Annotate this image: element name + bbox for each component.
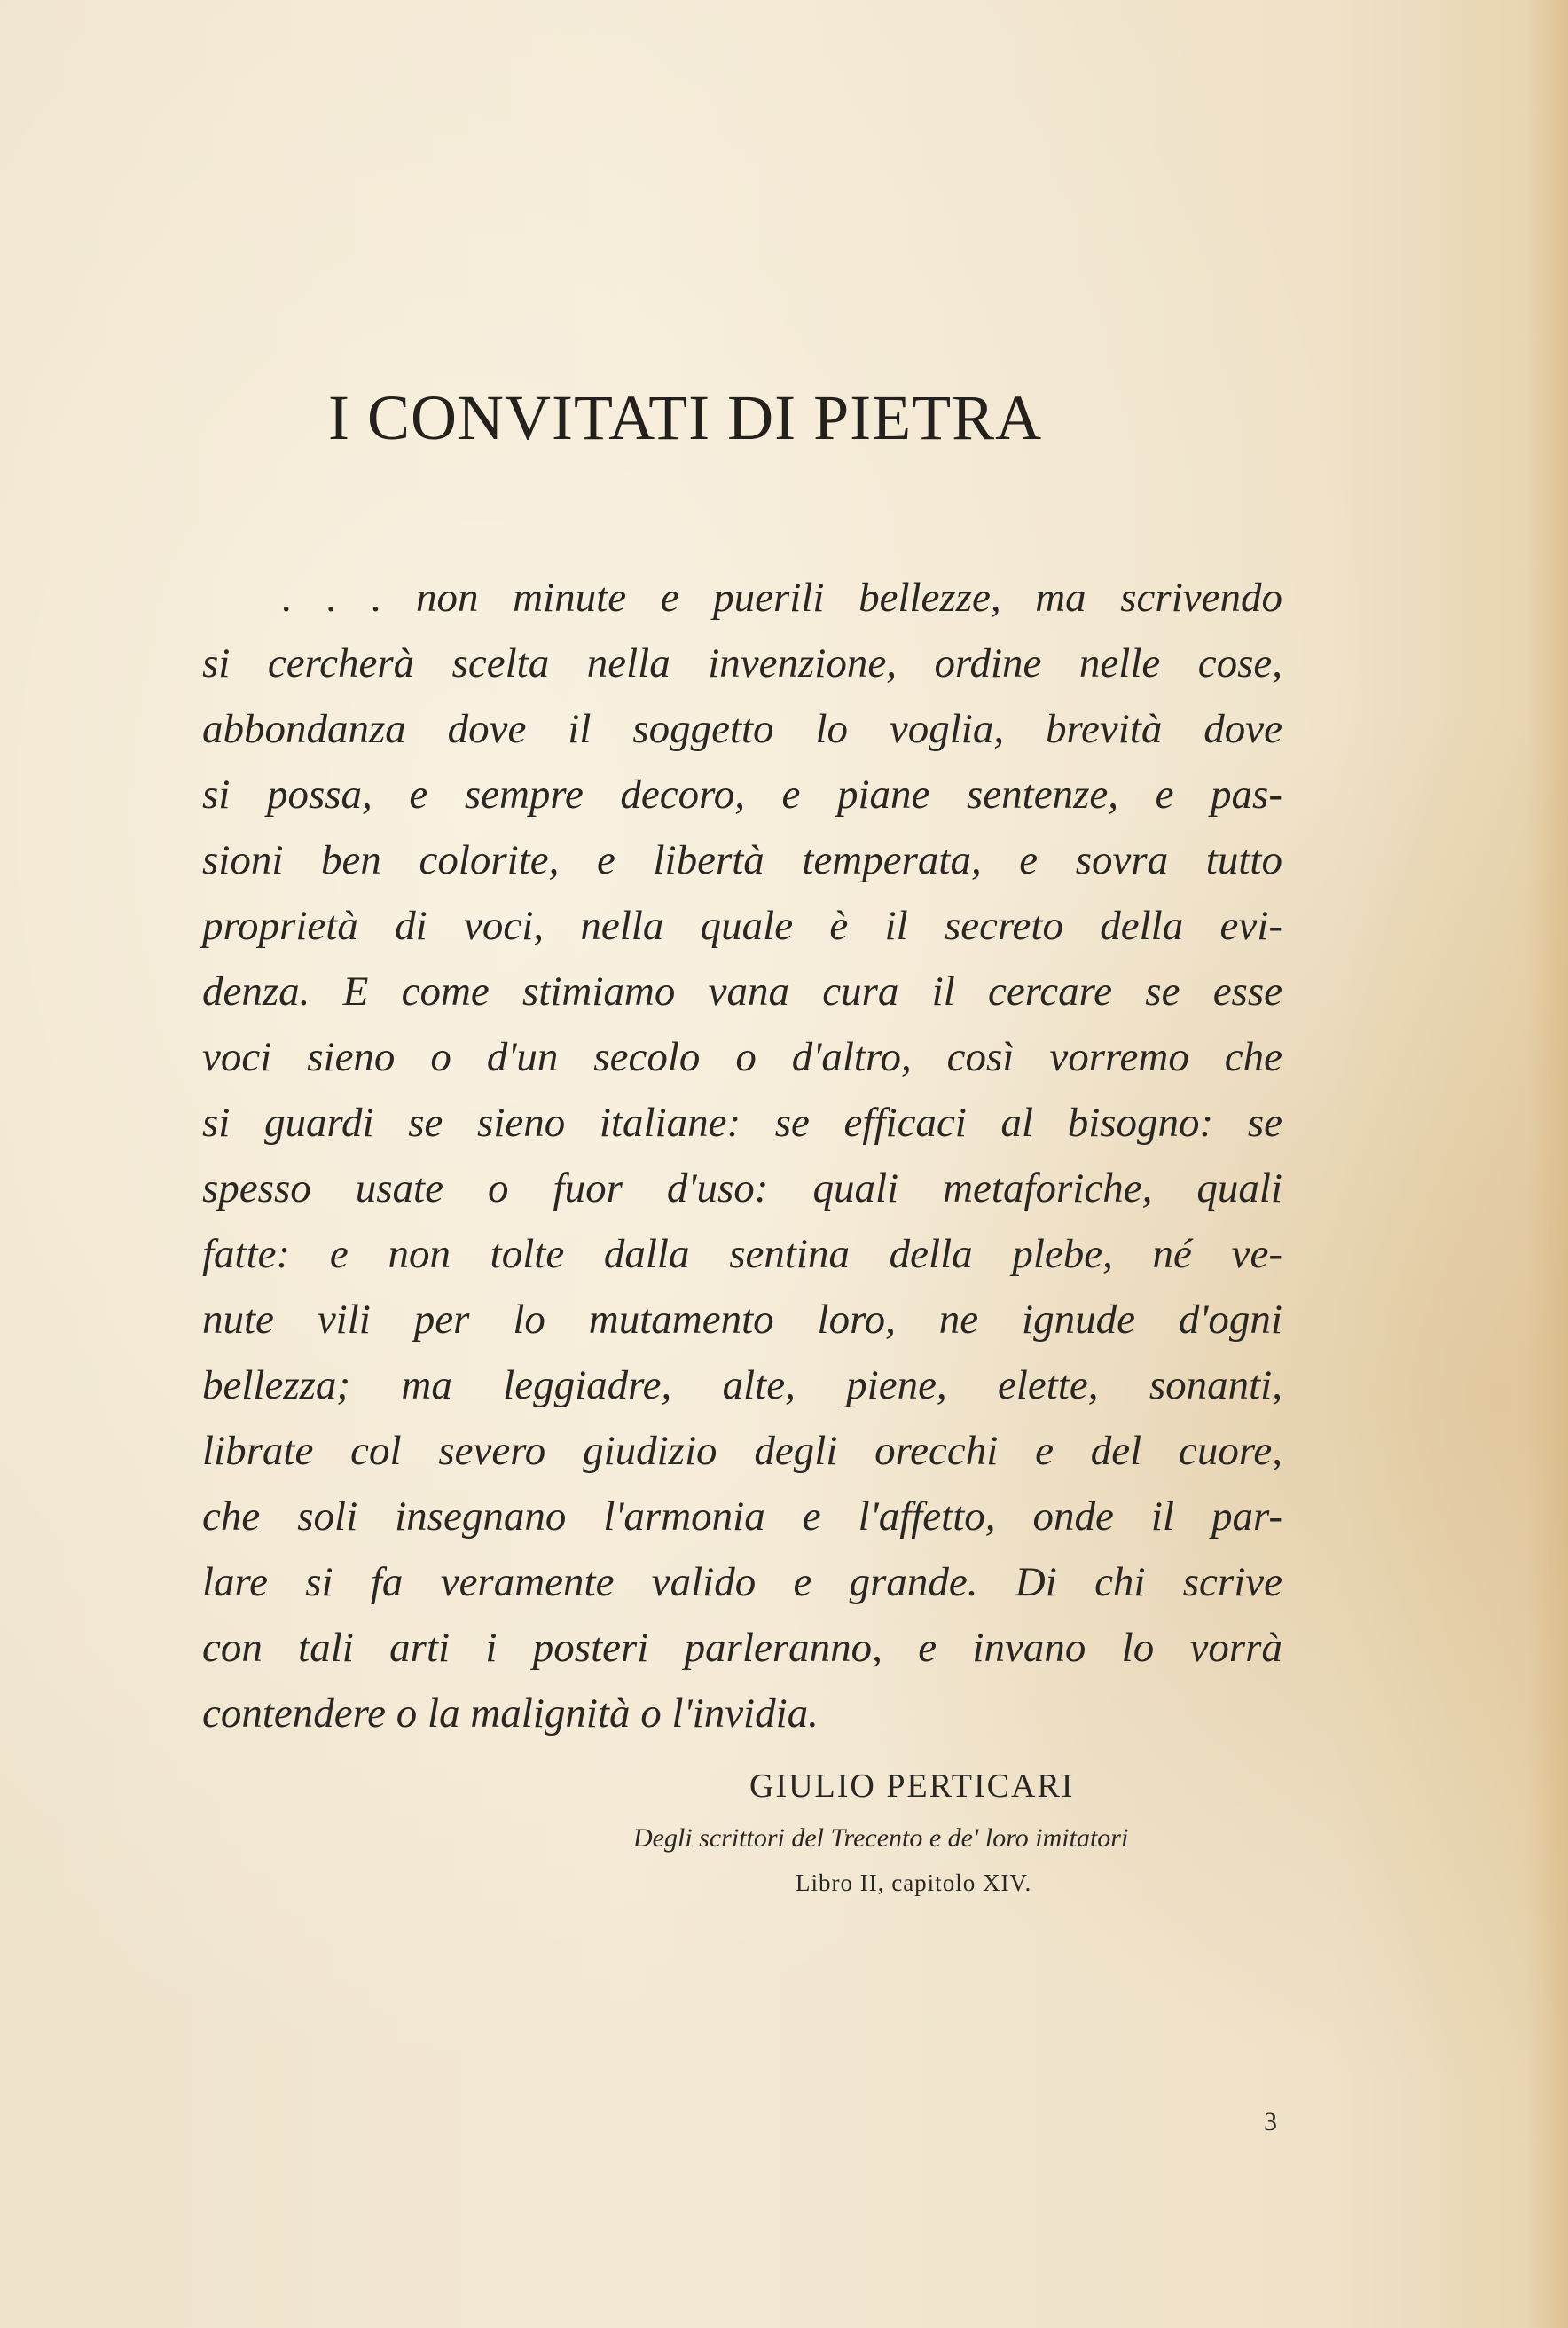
quote-line: librate col severo giudizio degli orecchi e del cuore,	[202, 1428, 1282, 1474]
source-reference: Libro II, capitolo XIV.	[796, 1869, 1032, 1896]
quote-line: denza. E come stimiamo vana cura il cercare se esse	[202, 968, 1282, 1015]
quote-line: si cercherà scelta nella invenzione, ordine nelle cose,	[202, 640, 1282, 686]
quote-line: lare si fa veramente valido e grande. Di chi scrive	[202, 1559, 1282, 1605]
quote-line: proprietà di voci, nella quale è il secreto della evi-	[202, 903, 1282, 949]
quote-line: voci sieno o d'un secolo o d'altro, così vorremo che	[202, 1034, 1282, 1080]
page-title: I CONVITATI DI PIETRA	[328, 382, 1043, 453]
source-work-title: Degli scrittori del Trecento e de' loro imitatori	[633, 1823, 1129, 1853]
quote-line: bellezza; ma leggiadre, alte, piene, elette, sonanti,	[202, 1362, 1282, 1408]
quote-line: nute vili per lo mutamento loro, ne ignude d'ogni	[202, 1297, 1282, 1343]
quote-line: spesso usate o fuor d'uso: quali metaforiche, quali	[202, 1165, 1282, 1211]
page-number: 3	[1264, 2107, 1277, 2136]
quote-line: che soli insegnano l'armonia e l'affetto, onde il par-	[202, 1493, 1282, 1540]
quote-line: . . . non minute e puerili bellezze, ma scrivendo	[282, 575, 1282, 621]
epigraph-quote	[202, 565, 1282, 1746]
quote-line: abbondanza dove il soggetto lo voglia, brevità dove	[202, 706, 1282, 752]
page-edge-shadow	[1525, 0, 1568, 2328]
quote-line: fatte: e non tolte dalla sentina della plebe, né ve-	[202, 1231, 1282, 1277]
quote-line: sioni ben colorite, e libertà temperata, e sovra tutto	[202, 837, 1282, 883]
quote-line: si possa, e sempre decoro, e piane sentenze, e pas-	[202, 772, 1282, 818]
quote-line: si guardi se sieno italiane: se efficaci al bisogno: se	[202, 1100, 1282, 1146]
quote-line-last: contendere o la malignità o l'invidia.	[202, 1690, 819, 1736]
quote-author: GIULIO PERTICARI	[749, 1768, 1075, 1805]
quote-line: con tali arti i posteri parleranno, e invano lo vorrà	[202, 1625, 1282, 1671]
